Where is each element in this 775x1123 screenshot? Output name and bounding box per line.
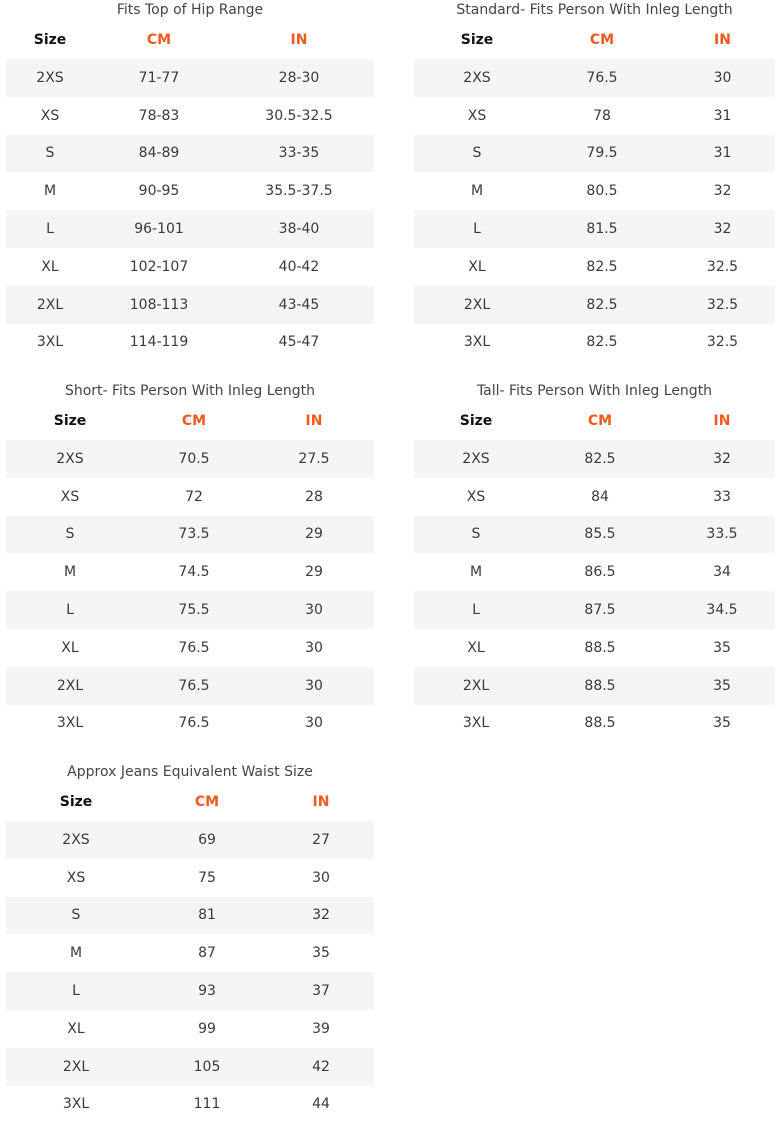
in-column-header: IN	[713, 413, 731, 429]
cm-cell: 80.5	[586, 183, 618, 200]
size-table-standard-inleg	[414, 0, 775, 361]
table-row	[414, 172, 775, 210]
cm-cell: 82.5	[586, 258, 618, 275]
table-caption: Short- Fits Person With Inleg Length	[64, 383, 316, 399]
size-cell: XL	[61, 639, 79, 656]
size-cell: 2XS	[463, 69, 491, 86]
table-row	[6, 705, 374, 743]
cm-cell: 78	[593, 107, 611, 124]
cm-cell: 88.5	[584, 715, 616, 732]
size-cell: XS	[60, 488, 80, 505]
size-cell: 2XS	[56, 450, 84, 467]
table-row	[6, 591, 374, 629]
in-cell: 32.5	[706, 258, 739, 275]
table-row	[414, 629, 775, 667]
size-cell: M	[63, 564, 77, 581]
table-row	[6, 553, 374, 591]
in-cell: 31	[713, 145, 732, 162]
in-cell: 30	[305, 677, 323, 694]
cm-cell: 81.5	[586, 221, 618, 238]
cm-cell: 87	[198, 945, 216, 962]
cm-cell: 114-119	[129, 334, 189, 351]
cm-cell: 73.5	[178, 526, 210, 543]
in-cell: 38-40	[278, 221, 320, 238]
table-row	[6, 135, 374, 173]
size-cell: L	[66, 602, 74, 619]
size-cell: XS	[40, 107, 60, 124]
table-row	[6, 440, 374, 478]
cm-cell: 88.5	[584, 677, 616, 694]
table-caption: Approx Jeans Equivalent Waist Size	[67, 764, 313, 780]
size-table-tall-inleg	[414, 381, 775, 742]
in-cell: 32.5	[706, 296, 739, 313]
size-cell: S	[472, 145, 482, 162]
table-row	[414, 667, 775, 705]
in-cell: 29	[305, 564, 323, 581]
table-row	[414, 440, 775, 478]
in-cell: 43-45	[278, 296, 320, 313]
table-row	[6, 248, 374, 286]
size-cell: XS	[466, 488, 486, 505]
cm-column-header: CM	[589, 32, 615, 48]
in-column-header: IN	[290, 32, 308, 48]
size-cell: XL	[41, 258, 59, 275]
in-cell: 34	[713, 564, 731, 581]
table-header-row	[414, 21, 775, 59]
in-cell: 28	[305, 488, 323, 505]
in-cell: 44	[312, 1096, 330, 1113]
table-row	[6, 516, 374, 554]
in-cell: 42	[312, 1058, 330, 1075]
table-caption: Standard- Fits Person With Inleg Length	[456, 2, 733, 18]
in-cell: 37	[312, 983, 330, 1000]
in-cell: 30	[305, 639, 323, 656]
size-cell: 2XS	[36, 69, 64, 86]
table-row	[6, 859, 374, 897]
table-caption: Fits Top of Hip Range	[116, 2, 264, 18]
size-cell: 2XL	[62, 1058, 90, 1075]
size-cell: S	[471, 526, 481, 543]
size-cell: M	[470, 183, 484, 200]
in-cell: 45-47	[278, 334, 320, 351]
table-row	[414, 97, 775, 135]
cm-cell: 102-107	[129, 258, 189, 275]
table-row	[6, 172, 374, 210]
size-column-header: Size	[460, 32, 494, 48]
size-cell: S	[65, 526, 75, 543]
size-column-header: Size	[59, 794, 93, 810]
size-cell: XS	[66, 869, 86, 886]
size-cell: 3XL	[463, 334, 491, 351]
cm-cell: 87.5	[584, 602, 616, 619]
in-cell: 34.5	[706, 602, 738, 619]
cm-cell: 76.5	[178, 715, 210, 732]
size-cell: 2XL	[463, 296, 491, 313]
table-header-row	[6, 402, 374, 440]
table-row	[414, 516, 775, 554]
table-header-row	[6, 783, 374, 821]
size-cell: 3XL	[36, 334, 64, 351]
table-row	[6, 897, 374, 935]
in-cell: 35.5-37.5	[265, 183, 333, 200]
cm-cell: 108-113	[129, 296, 189, 313]
table-row	[6, 667, 374, 705]
in-cell: 28-30	[278, 69, 320, 86]
table-row	[414, 324, 775, 362]
in-cell: 30.5-32.5	[265, 107, 333, 124]
cm-cell: 82.5	[586, 334, 618, 351]
cm-column-header: CM	[181, 413, 207, 429]
table-row	[6, 1086, 374, 1123]
in-column-header: IN	[714, 32, 731, 48]
cm-column-header: CM	[587, 413, 613, 429]
size-cell: L	[473, 221, 481, 238]
cm-cell: 99	[198, 1020, 216, 1037]
in-cell: 33	[713, 488, 731, 505]
cm-cell: 78-83	[138, 107, 180, 124]
in-cell: 27	[312, 831, 330, 848]
in-cell: 27.5	[298, 450, 330, 467]
in-cell: 32	[312, 907, 330, 924]
in-cell: 32	[713, 450, 731, 467]
size-cell: 2XS	[62, 831, 90, 848]
size-cell: XL	[67, 1020, 85, 1037]
size-cell: M	[43, 183, 57, 200]
size-column-header: Size	[33, 32, 67, 48]
cm-cell: 70.5	[178, 450, 210, 467]
cm-cell: 81	[198, 907, 216, 924]
in-cell: 29	[305, 526, 323, 543]
table-row	[414, 248, 775, 286]
cm-column-header: CM	[194, 794, 220, 810]
in-cell: 32	[713, 221, 732, 238]
cm-cell: 84	[591, 488, 609, 505]
cm-cell: 75	[198, 869, 216, 886]
in-cell: 35	[713, 677, 731, 694]
size-column-header: Size	[459, 413, 493, 429]
in-cell: 35	[713, 639, 731, 656]
size-table-hip-range	[6, 0, 374, 361]
table-row	[414, 135, 775, 173]
in-cell: 30	[305, 602, 323, 619]
in-cell: 33-35	[278, 145, 320, 162]
table-row	[414, 553, 775, 591]
cm-cell: 76.5	[178, 639, 210, 656]
table-row	[414, 210, 775, 248]
table-row	[6, 286, 374, 324]
table-row	[6, 972, 374, 1010]
cm-cell: 90-95	[138, 183, 180, 200]
cm-column-header: CM	[146, 32, 172, 48]
size-cell: S	[71, 907, 81, 924]
in-cell: 35	[713, 715, 731, 732]
size-cell: 3XL	[462, 715, 490, 732]
table-row	[6, 478, 374, 516]
cm-cell: 86.5	[584, 564, 616, 581]
cm-cell: 74.5	[178, 564, 210, 581]
size-cell: XL	[467, 639, 485, 656]
cm-cell: 105	[193, 1058, 221, 1075]
table-caption: Tall- Fits Person With Inleg Length	[476, 383, 713, 399]
size-cell: 2XS	[462, 450, 490, 467]
in-cell: 32	[713, 183, 732, 200]
size-cell: XL	[468, 258, 486, 275]
table-row	[414, 705, 775, 743]
size-cell: 3XL	[62, 1096, 90, 1113]
size-cell: L	[472, 602, 480, 619]
in-cell: 39	[312, 1020, 330, 1037]
cm-cell: 85.5	[584, 526, 616, 543]
cm-cell: 82.5	[586, 296, 618, 313]
cm-cell: 82.5	[584, 450, 616, 467]
table-row	[6, 934, 374, 972]
table-row	[6, 97, 374, 135]
cm-cell: 88.5	[584, 639, 616, 656]
table-row	[6, 821, 374, 859]
in-cell: 30	[305, 715, 323, 732]
size-cell: M	[469, 564, 483, 581]
table-row	[414, 59, 775, 97]
size-column-header: Size	[53, 413, 87, 429]
cm-cell: 79.5	[586, 145, 618, 162]
table-row	[6, 210, 374, 248]
size-cell: S	[45, 145, 55, 162]
cm-cell: 76.5	[178, 677, 210, 694]
size-cell: M	[69, 945, 83, 962]
size-cell: 2XL	[56, 677, 84, 694]
in-cell: 30	[713, 69, 732, 86]
size-cell: 2XL	[36, 296, 64, 313]
in-cell: 33.5	[706, 526, 738, 543]
table-row	[6, 59, 374, 97]
cm-cell: 96-101	[134, 221, 184, 238]
table-row	[6, 1010, 374, 1048]
cm-cell: 111	[193, 1096, 221, 1113]
table-header-row	[6, 21, 374, 59]
table-row	[414, 286, 775, 324]
in-column-header: IN	[312, 794, 330, 810]
in-column-header: IN	[305, 413, 323, 429]
in-cell: 40-42	[278, 258, 320, 275]
size-table-jeans-waist	[6, 762, 374, 1123]
cm-cell: 93	[198, 983, 216, 1000]
cm-cell: 75.5	[178, 602, 210, 619]
table-row	[6, 1048, 374, 1086]
cm-cell: 76.5	[586, 69, 618, 86]
table-row	[6, 629, 374, 667]
size-cell: 2XL	[462, 677, 490, 694]
in-cell: 31	[713, 107, 732, 124]
in-cell: 35	[312, 945, 330, 962]
size-cell: L	[46, 221, 54, 238]
table-row	[6, 324, 374, 362]
size-cell: L	[72, 983, 80, 1000]
size-table-short-inleg	[6, 381, 374, 742]
cm-cell: 84-89	[138, 145, 180, 162]
table-header-row	[414, 402, 775, 440]
in-cell: 32.5	[706, 334, 739, 351]
size-cell: 3XL	[56, 715, 84, 732]
cm-cell: 69	[198, 831, 216, 848]
cm-cell: 71-77	[138, 69, 180, 86]
table-row	[414, 591, 775, 629]
size-cell: XS	[467, 107, 487, 124]
in-cell: 30	[312, 869, 330, 886]
table-row	[414, 478, 775, 516]
cm-cell: 72	[185, 488, 203, 505]
